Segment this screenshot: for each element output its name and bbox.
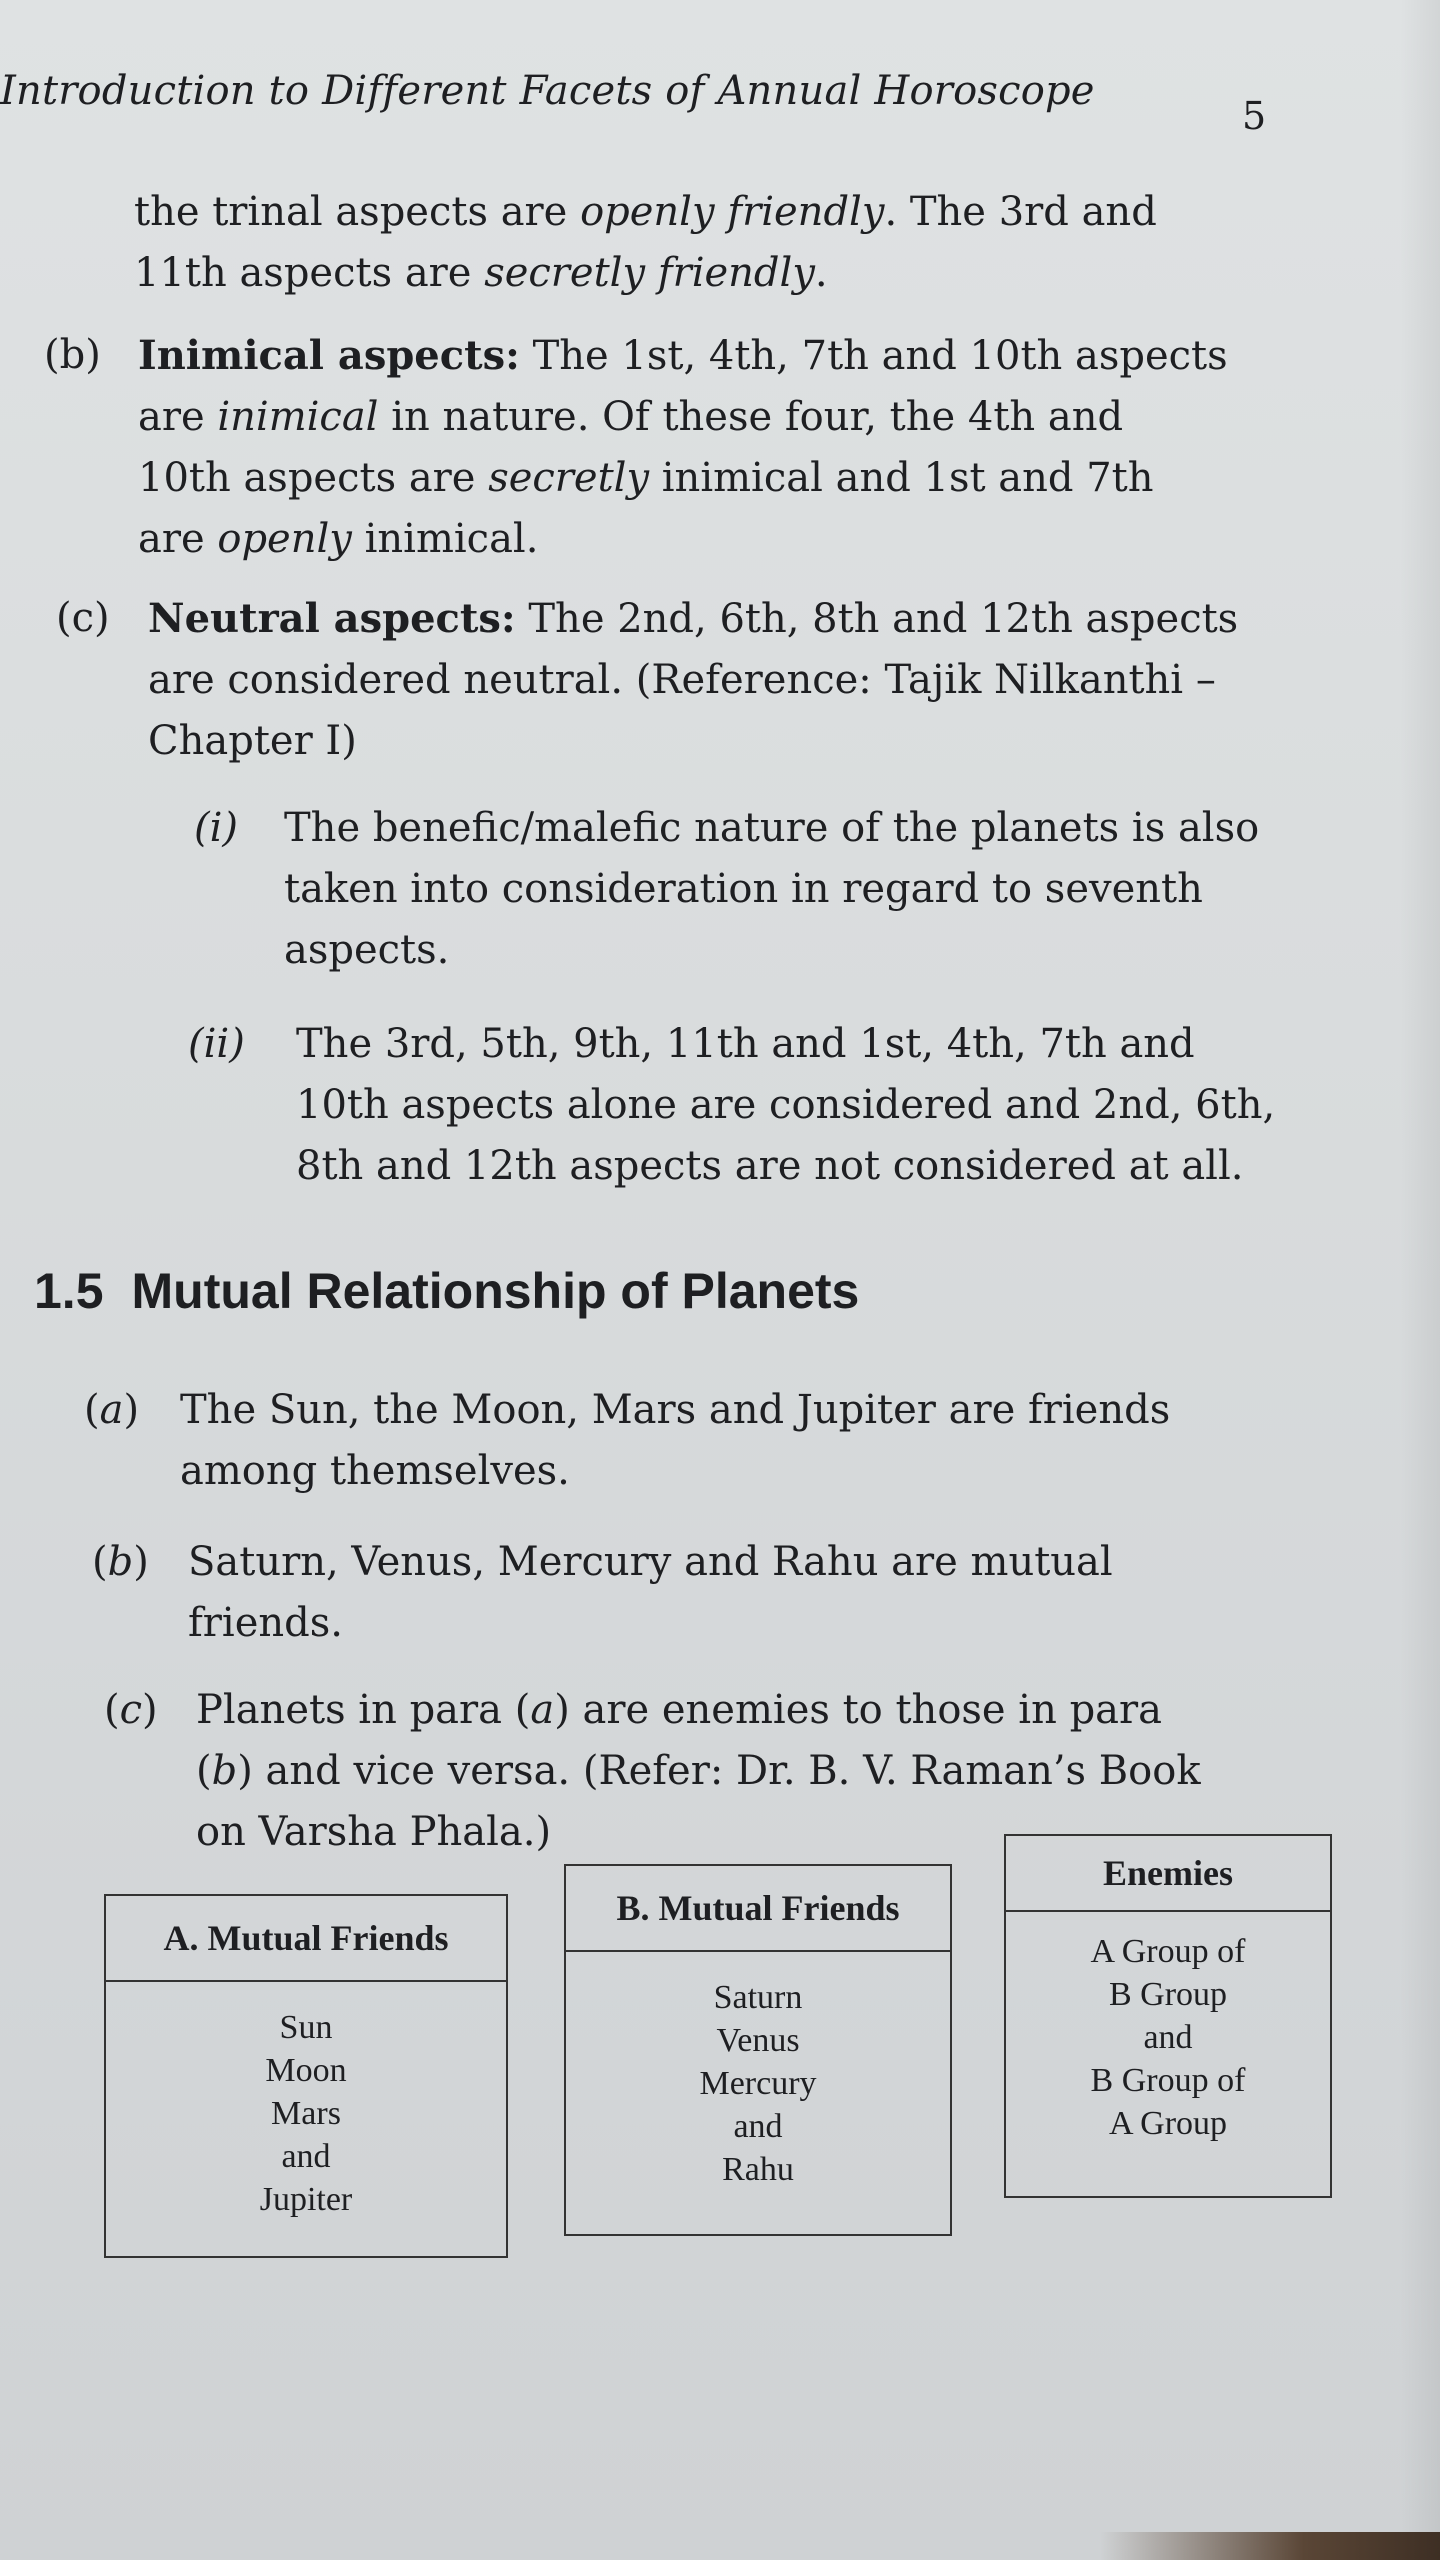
table-b-body	[566, 1952, 950, 2191]
desk-surface	[1100, 2532, 1440, 2560]
table-enemies-row: and	[1143, 2019, 1193, 2056]
para-c-neutral-aspects: Neutral aspects: The 2nd, 6th, 8th and 12th aspects are considered neutral. (Reference: Tajik Nilkanthi – Chapter I)	[148, 595, 1239, 764]
table-a-mutual-friends	[104, 1894, 508, 2258]
table-b-row: Saturn	[713, 1979, 803, 2016]
table-a-row: Sun	[279, 2009, 333, 2046]
table-b-row: and	[733, 2108, 783, 2145]
page-number: 5	[1242, 94, 1267, 138]
table-a-body	[106, 1982, 506, 2221]
sec-a-paragraph: The Sun, the Moon, Mars and Jupiter are friends among themselves.	[180, 1387, 1171, 1494]
sec-a-label: (a)	[84, 1387, 140, 1433]
sec-b-label: (b)	[92, 1539, 149, 1585]
section-heading	[34, 1262, 859, 1320]
table-b-mutual-friends	[564, 1864, 952, 2236]
sec-b-paragraph: Saturn, Venus, Mercury and Rahu are mutual friends.	[188, 1539, 1113, 1646]
table-enemies-body	[1006, 1912, 1330, 2145]
intro-paragraph: the trinal aspects are openly friendly. The 3rd and 11th aspects are secretly friendly.	[134, 189, 1157, 296]
page-edge-shadow	[1400, 0, 1440, 2560]
para-c-label: (c)	[56, 595, 110, 641]
table-a-row: Jupiter	[259, 2181, 353, 2218]
sub-i-label: (i)	[194, 805, 239, 851]
sub-ii-paragraph: The 3rd, 5th, 9th, 11th and 1st, 4th, 7th and 10th aspects alone are considered and 2nd, 6th, 8th and 12th aspects are not considered at all.	[296, 1021, 1276, 1189]
sub-ii-label: (ii)	[188, 1021, 245, 1067]
section-number: 1.5	[34, 1263, 104, 1319]
section-title: Mutual Relationship of Planets	[131, 1263, 860, 1319]
table-enemies	[1004, 1834, 1332, 2198]
para-b-label: (b)	[44, 332, 101, 378]
table-a-row: Moon	[265, 2052, 347, 2089]
table-enemies-header: Enemies	[1006, 1836, 1330, 1912]
sec-c-label: (c)	[104, 1687, 158, 1733]
table-enemies-row: B Group of	[1090, 2062, 1246, 2099]
table-enemies-row: B Group	[1108, 1976, 1228, 2013]
running-head: Introduction to Different Facets of Annual Horoscope	[0, 68, 1095, 114]
table-b-header: B. Mutual Friends	[566, 1866, 950, 1952]
table-a-header: A. Mutual Friends	[106, 1896, 506, 1982]
table-a-row: and	[281, 2138, 331, 2175]
para-b-inimical-aspects: Inimical aspects: The 1st, 4th, 7th and 10th aspects are inimical in nature. Of these four, the 4th and 10th aspects are secretly inimical and 1st and 7th are openly inimical.	[138, 332, 1228, 562]
table-b-row: Mercury	[699, 2065, 817, 2102]
sec-c-paragraph: Planets in para (a) are enemies to those in para (b) and vice versa. (Refer: Dr. B. V. Raman’s Book on Varsha Phala.)	[196, 1687, 1201, 1855]
table-b-row: Venus	[716, 2022, 800, 2059]
table-b-row: Rahu	[722, 2151, 794, 2188]
table-enemies-row: A Group of	[1090, 1933, 1246, 1970]
table-a-row: Mars	[271, 2095, 341, 2132]
sub-i-paragraph: The benefic/malefic nature of the planets is also taken into consideration in regard to seventh aspects.	[284, 805, 1260, 973]
table-enemies-row: A Group	[1108, 2105, 1228, 2142]
